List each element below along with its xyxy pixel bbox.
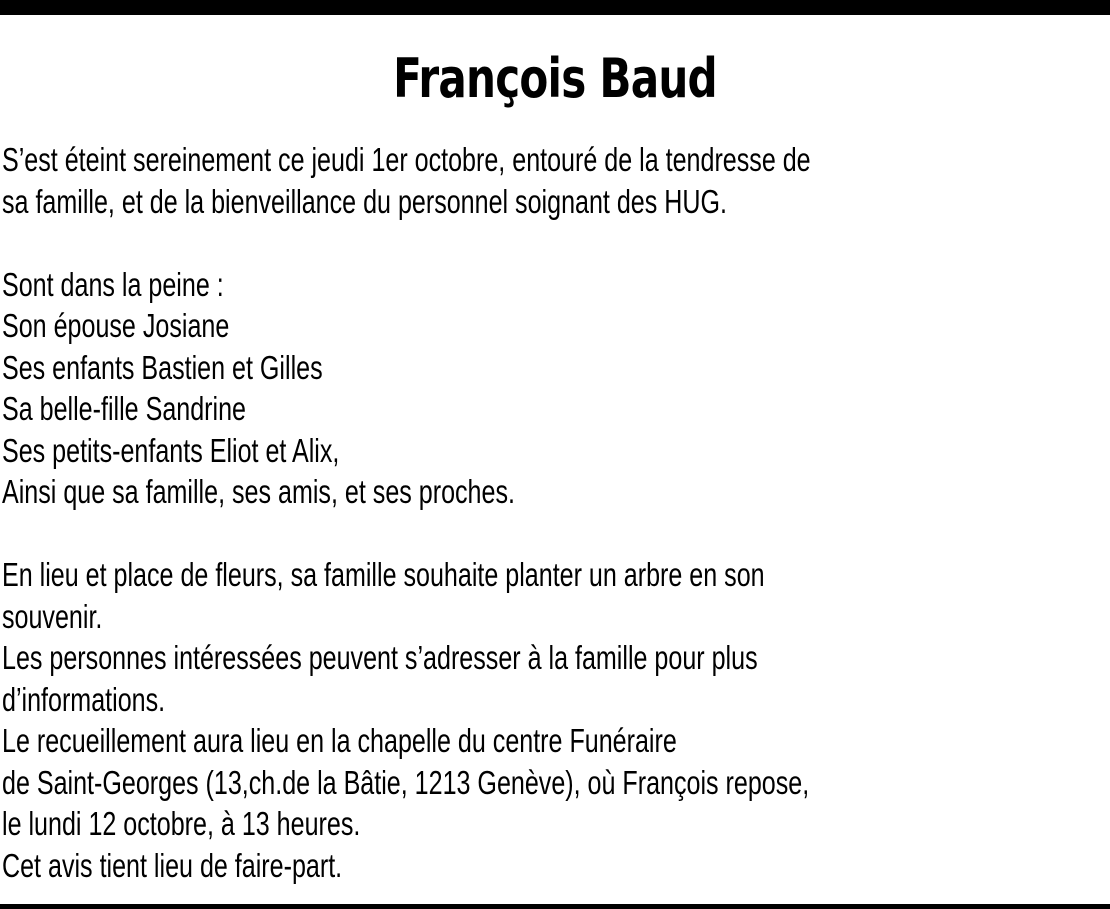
paragraph-spacer <box>2 222 1110 264</box>
text-line: Le recueillement aura lieu en la chapelle du centre Funéraire <box>2 722 677 759</box>
notice-title: François Baud <box>393 47 717 110</box>
text-line: Sont dans la peine : <box>2 265 224 303</box>
text-line: souvenir. <box>2 597 103 635</box>
text-line: d’informations. <box>2 680 166 718</box>
text-line: Sa belle-fille Sandrine <box>2 390 246 427</box>
text-line: Ainsi que sa famille, ses amis, et ses proches. <box>2 473 515 510</box>
text-line: le lundi 12 octobre, à 13 heures. <box>2 805 361 842</box>
text-line: de Saint-Georges (13,ch.de la Bâtie, 1213 Genève), où François repose, <box>2 763 810 801</box>
text-line: En lieu et place de fleurs, sa famille souhaite planter un arbre en son <box>2 556 765 593</box>
top-border-rule <box>0 0 1110 15</box>
text-line: Cet avis tient lieu de faire-part. <box>2 846 343 884</box>
paragraph-spacer <box>2 513 1110 555</box>
text-line: Les personnes intéressées peuvent s’adresser à la famille pour plus <box>2 639 758 676</box>
paragraph-arrangements <box>2 554 1110 886</box>
text-line: S’est éteint sereinement ce jeudi 1er octobre, entouré de la tendresse de <box>2 141 811 178</box>
paragraph-mourners <box>2 264 1110 513</box>
text-line: Son épouse Josiane <box>2 307 230 344</box>
text-line: Ses enfants Bastien et Gilles <box>2 348 323 386</box>
text-line: Ses petits-enfants Eliot et Alix, <box>2 431 340 469</box>
paragraph-announcement <box>2 139 1110 222</box>
notice-body <box>2 139 1110 886</box>
text-line: sa famille, et de la bienveillance du personnel soignant des HUG. <box>2 182 727 220</box>
bottom-border-rule <box>0 904 1110 909</box>
